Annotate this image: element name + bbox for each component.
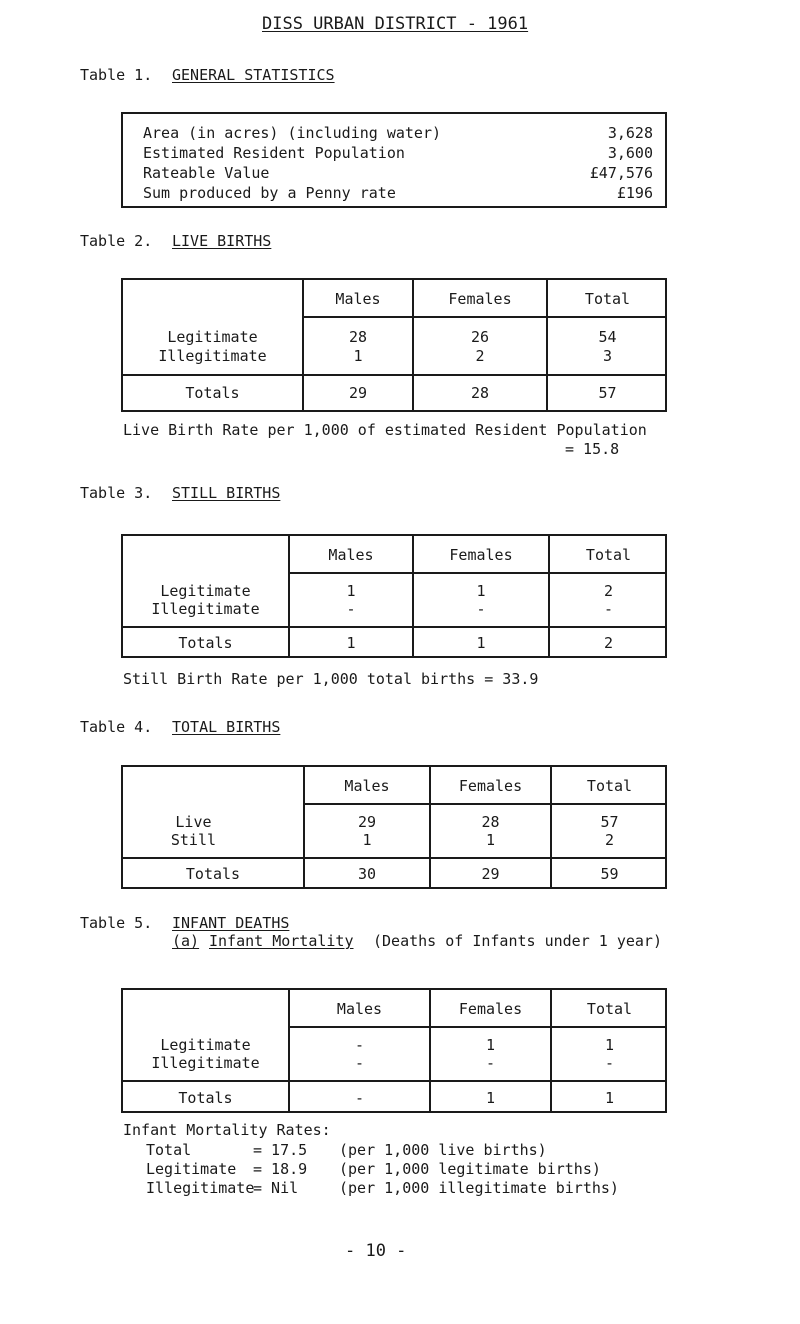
row-label: Illegitimate: [151, 600, 260, 618]
column-header: Total: [584, 290, 631, 308]
total-cell: 1: [485, 1089, 496, 1107]
total-cell: 30: [357, 865, 377, 883]
cell: 29: [357, 813, 377, 831]
total-cell: -: [354, 1089, 365, 1107]
total-cell: 57: [598, 384, 617, 402]
stat-value: £196: [616, 184, 653, 202]
page-number: - 10 -: [345, 1241, 407, 1261]
rate-label: Illegitimate: [146, 1179, 255, 1197]
cell: 1: [604, 1036, 615, 1054]
totals-label: Totals: [185, 865, 241, 883]
cell: 28: [348, 328, 368, 346]
column-header: Total: [586, 777, 633, 795]
cell: 2: [475, 347, 485, 365]
column-header: Males: [335, 290, 381, 308]
cell: -: [604, 1054, 615, 1072]
cell: 2: [604, 831, 615, 849]
table4-subtitle: TOTAL BIRTHS: [172, 718, 281, 736]
cell: 1: [485, 1036, 496, 1054]
row-label: Legitimate: [160, 582, 251, 600]
total-cell: 59: [600, 865, 619, 883]
stat-value: 3,628: [607, 124, 653, 142]
section-label: (a): [172, 932, 200, 950]
row-label: Still: [170, 831, 217, 849]
column-header: Males: [336, 1000, 383, 1018]
total-cell: 1: [476, 634, 486, 652]
cell: 1: [485, 831, 496, 849]
total-births-table: [121, 765, 667, 889]
table3-title: Table 3.: [80, 484, 153, 502]
column-header: Males: [328, 546, 374, 564]
totals-label: Totals: [178, 1089, 233, 1107]
still-birth-rate-note: Still Birth Rate per 1,000 total births = 33.9: [123, 670, 539, 688]
rate-description: (per 1,000 live births): [339, 1141, 547, 1159]
rate-description: (per 1,000 legitimate births): [339, 1160, 601, 1178]
stat-value: £47,576: [589, 164, 653, 182]
table5-subtitle: INFANT DEATHS: [172, 914, 290, 932]
section-title: Infant Mortality: [209, 932, 354, 950]
cell: 26: [470, 328, 490, 346]
stat-label: Sum produced by a Penny rate: [143, 184, 396, 202]
cell: -: [485, 1054, 496, 1072]
table2-title: Table 2.: [80, 232, 153, 250]
stat-value: 3,600: [607, 144, 653, 162]
stat-label: Estimated Resident Population: [143, 144, 405, 162]
live-births-table: [121, 278, 667, 412]
table5-title: Table 5.: [80, 914, 153, 932]
cell: 2: [603, 582, 614, 600]
row-label: Legitimate: [167, 328, 258, 346]
totals-label: Totals: [178, 634, 233, 652]
stat-label: Rateable Value: [143, 164, 270, 182]
rates-heading: Infant Mortality Rates:: [123, 1121, 331, 1139]
page-header: DISS URBAN DISTRICT - 1961: [262, 14, 529, 34]
total-cell: 1: [346, 634, 356, 652]
total-cell: 29: [348, 384, 368, 402]
row-label: Live: [175, 813, 212, 831]
table4-title: Table 4.: [80, 718, 153, 736]
table1-title: Table 1.: [80, 66, 153, 84]
cell: -: [354, 1036, 365, 1054]
column-header: Total: [586, 1000, 633, 1018]
column-header: Females: [449, 546, 513, 564]
row-label: Illegitimate: [151, 1054, 260, 1072]
column-header: Females: [458, 777, 523, 795]
table1-subtitle: GENERAL STATISTICS: [172, 66, 335, 84]
cell: -: [354, 1054, 365, 1072]
infant-mortality-table: [121, 988, 667, 1113]
live-birth-rate-note: Live Birth Rate per 1,000 of estimated Resident Population: [123, 421, 647, 439]
total-cell: 1: [604, 1089, 615, 1107]
still-births-table: [121, 534, 667, 658]
stat-label: Area (in acres) (including water): [143, 124, 442, 142]
cell: 1: [353, 347, 363, 365]
cell: 1: [362, 831, 372, 849]
column-header: Males: [344, 777, 390, 795]
cell: 28: [481, 813, 500, 831]
rate-value: = 18.9: [253, 1160, 308, 1178]
rate-label: Total: [146, 1141, 192, 1159]
total-cell: 28: [470, 384, 490, 402]
rate-label: Legitimate: [146, 1160, 237, 1178]
section-description: (Deaths of Infants under 1 year): [373, 932, 662, 950]
cell: 3: [602, 347, 613, 365]
rate-value: = Nil: [253, 1179, 299, 1197]
live-birth-rate-value: = 15.8: [565, 440, 620, 458]
rate-description: (per 1,000 illegitimate births): [339, 1179, 619, 1197]
cell: 57: [600, 813, 619, 831]
row-label: Legitimate: [160, 1036, 251, 1054]
rate-value: = 17.5: [253, 1141, 308, 1159]
total-cell: 2: [603, 634, 614, 652]
table2-subtitle: LIVE BIRTHS: [172, 232, 272, 250]
column-header: Females: [448, 290, 512, 308]
cell: -: [476, 600, 486, 618]
cell: -: [603, 600, 614, 618]
cell: -: [346, 600, 356, 618]
cell: 1: [476, 582, 486, 600]
column-header: Females: [458, 1000, 523, 1018]
general-statistics-table: [121, 112, 667, 208]
cell: 1: [346, 582, 356, 600]
cell: 54: [598, 328, 617, 346]
row-label: Illegitimate: [158, 347, 267, 365]
column-header: Total: [585, 546, 632, 564]
table3-subtitle: STILL BIRTHS: [172, 484, 281, 502]
total-cell: 29: [481, 865, 500, 883]
totals-label: Totals: [185, 384, 240, 402]
